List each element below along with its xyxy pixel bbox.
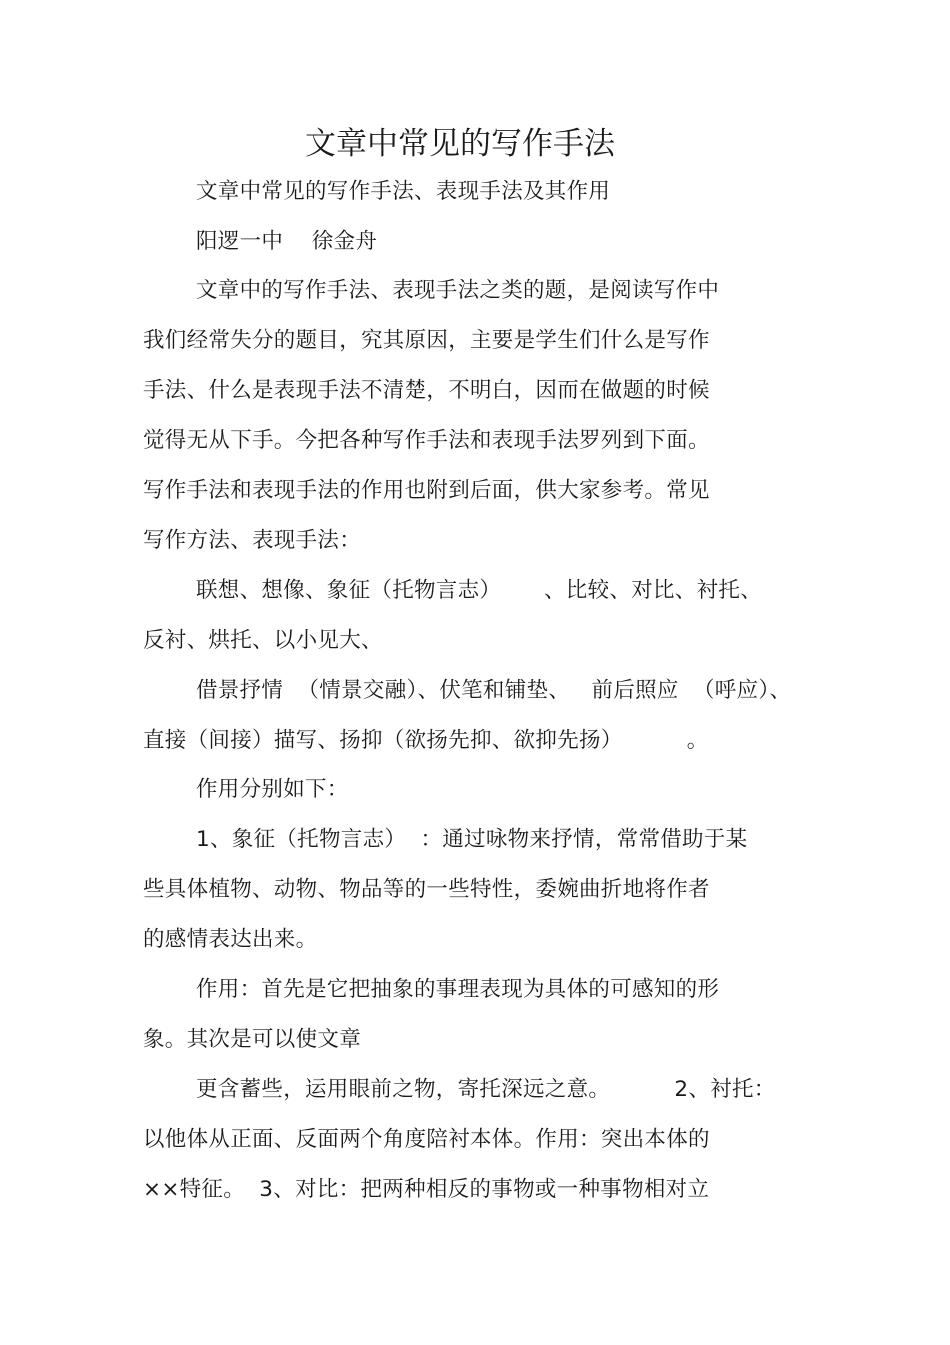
paragraph-line: 更含蓄些，运用眼前之物，寄托深远之意。 2、衬托： xyxy=(196,1077,776,1102)
paragraph-line: 文章中的写作手法、表现手法之类的题，是阅读写作中 xyxy=(196,278,720,303)
paragraph-line: ××特征。 3、对比：把两种相反的事物或一种事物相对立 xyxy=(143,1177,710,1202)
paragraph-line: 的感情表达出来。 xyxy=(143,927,318,952)
subtitle-line: 文章中常见的写作手法、表现手法及其作用 xyxy=(196,179,611,204)
paragraph-line: 些具体植物、动物、物品等的一些特性，委婉曲折地将作者 xyxy=(143,877,710,902)
paragraph-line: 手法、什么是表现手法不清楚，不明白，因而在做题的时候 xyxy=(143,378,710,403)
paragraph-line: 联想、想像、象征（托物言志） 、比较、对比、衬托、 xyxy=(196,578,763,603)
paragraph-line: 反衬、烘托、以小见大、 xyxy=(143,628,383,653)
paragraph-line: 作用：首先是它把抽象的事理表现为具体的可感知的形 xyxy=(196,977,720,1002)
author-line: 阳逻一中 徐金舟 xyxy=(196,229,378,254)
paragraph-line: 作用分别如下： xyxy=(196,777,349,802)
document-title: 文章中常见的写作手法 xyxy=(305,126,615,162)
paragraph-line: 我们经常失分的题目，究其原因，主要是学生们什么是写作 xyxy=(143,328,710,353)
paragraph-line: 直接（间接）描写、扬抑（欲扬先抑、欲抑先扬） 。 xyxy=(143,728,709,753)
paragraph-line: 写作手法和表现手法的作用也附到后面，供大家参考。常见 xyxy=(143,478,710,503)
paragraph-line: 觉得无从下手。今把各种写作手法和表现手法罗列到下面。 xyxy=(143,428,710,453)
paragraph-line: 以他体从正面、反面两个角度陪衬本体。作用：突出本体的 xyxy=(143,1127,710,1152)
paragraph-line: 写作方法、表现手法： xyxy=(143,528,362,553)
paragraph-line: 象。其次是可以使文章 xyxy=(143,1027,362,1052)
paragraph-line: 借景抒情 （情景交融）、伏笔和铺垫、 前后照应 （呼应）、 xyxy=(196,678,792,703)
paragraph-line: 1、象征（托物言志） ：通过咏物来抒情，常常借助于某 xyxy=(196,827,748,852)
